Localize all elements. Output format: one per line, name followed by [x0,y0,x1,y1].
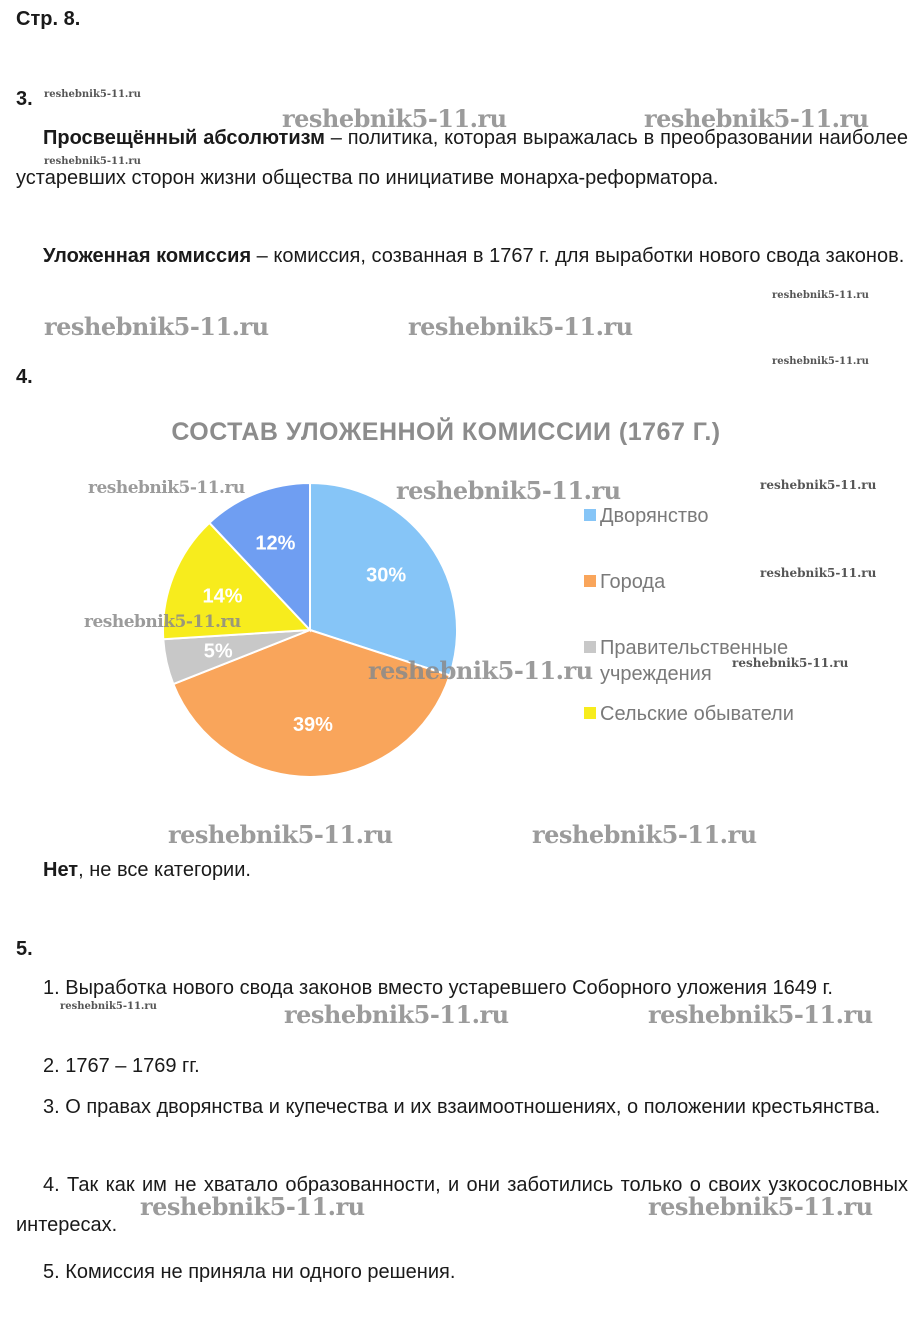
legend-label: Города [600,571,666,593]
watermark: reshebnik5-11.ru [644,104,869,133]
legend-item [584,569,665,595]
watermark: reshebnik5-11.ru [44,312,269,341]
watermark-small: reshebnik5-11.ru [44,89,141,100]
section-3-number: 3. [16,88,33,110]
watermark-small: reshebnik5-11.ru [772,356,869,367]
watermark-small: reshebnik5-11.ru [760,478,877,492]
section-4-number: 4. [16,366,33,388]
term-legislative-commission: Уложенная комиссия [43,245,252,267]
answer-item-1: 1. Выработка нового свода законов вместо устаревшего Соборного уложения 1649 г. [43,977,833,999]
pie-slice-label: 30% [366,564,407,587]
page-number: Стр. 8. [16,8,81,30]
answer-bold: Нет [43,859,79,881]
legend-swatch [584,707,596,719]
answer-text: , не все категории. [78,859,251,881]
section-4-answer [16,850,908,890]
watermark: reshebnik5-11.ru [140,1192,365,1221]
legend-label: Правительственные [600,637,789,659]
legend-swatch [584,509,596,521]
definition-text-1: – политика, которая выражалась в преобразовании наиболее устаревших сторон жизни общества по инициативе монарха-реформатора. [16,127,908,189]
answer-item-4: 4. Так как им не хватало образованности, и они заботились только о своих узкосословных интересах. [16,1174,908,1236]
watermark-small: reshebnik5-11.ru [772,290,869,301]
watermark: reshebnik5-11.ru [648,1192,873,1221]
legend-label-line-2: учреждения [600,663,712,685]
watermark-small: reshebnik5-11.ru [44,156,141,167]
watermark: reshebnik5-11.ru [396,476,621,505]
chart-title: СОСТАВ УЛОЖЕННОЙ КОМИССИИ (1767 Г.) [171,418,721,446]
watermark: reshebnik5-11.ru [408,312,633,341]
watermark: reshebnik5-11.ru [532,820,757,849]
watermark: reshebnik5-11.ru [84,612,241,632]
legend-swatch [584,641,596,653]
term-enlightened-absolutism: Просвещённый абсолютизм [43,127,325,149]
pie-slice-label: 39% [292,714,333,737]
legend-label: Дворянство [600,505,709,527]
watermark: reshebnik5-11.ru [168,820,393,849]
section-5-number: 5. [16,938,33,960]
answer-item-5: 5. Комиссия не приняла ни одного решения. [43,1261,456,1283]
watermark: reshebnik5-11.ru [284,1000,509,1029]
watermark: reshebnik5-11.ru [282,104,507,133]
definition-legislative-commission [16,236,908,276]
legend-item [584,701,794,727]
legend-swatch [584,575,596,587]
watermark-small: reshebnik5-11.ru [760,566,877,580]
answer-item-3: 3. О правах дворянства и купечества и их взаимоотношениях, о положении крестьянства. [43,1096,881,1118]
watermark: reshebnik5-11.ru [648,1000,873,1029]
pie-slice-label: 14% [202,585,243,608]
pie-slice-label: 12% [255,532,296,555]
watermark: reshebnik5-11.ru [368,656,593,685]
watermark-small: reshebnik5-11.ru [732,656,849,670]
legend-label: Сельские обыватели [600,703,794,725]
pie-slice-label: 5% [203,640,233,663]
watermark: reshebnik5-11.ru [88,478,245,498]
watermark-small: reshebnik5-11.ru [60,1001,157,1012]
definition-text-2: – комиссия, созванная в 1767 г. для выработки нового свода законов. [251,245,905,267]
legend-item [584,503,709,529]
answer-item-2: 2. 1767 – 1769 гг. [43,1055,200,1077]
